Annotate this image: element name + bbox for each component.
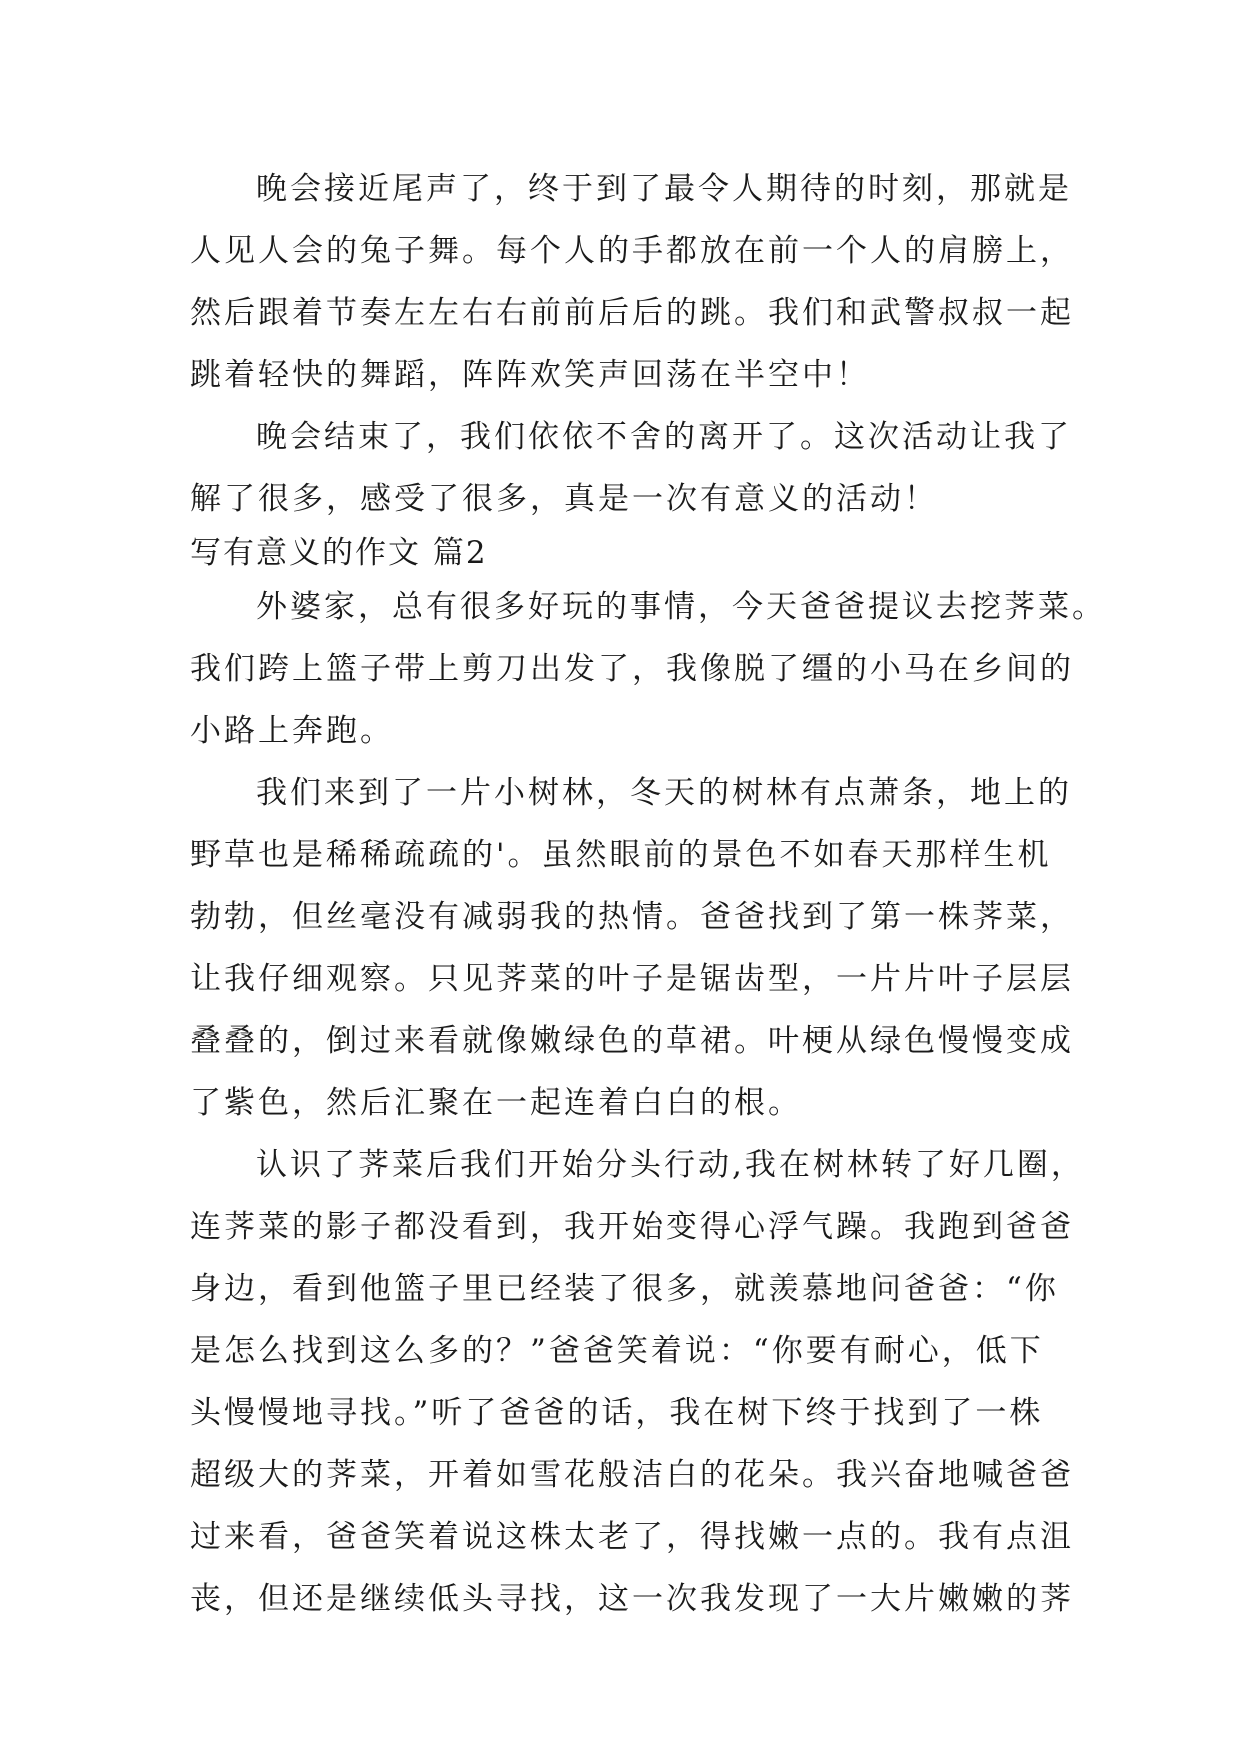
paragraph-line: 过来看，爸爸笑着说这株太老了，得找嫩一点的。我有点沮 [190, 1519, 1074, 1555]
paragraph [190, 406, 1072, 530]
paragraph-line: 外婆家，总有很多好玩的事情，今天爸爸提议去挖荠菜。 [256, 589, 1106, 625]
paragraph-line: 人见人会的兔子舞。每个人的手都放在前一个人的肩膀上， [190, 233, 1074, 269]
document-body [190, 158, 1106, 1630]
paragraph-line: 了紫色，然后汇聚在一起连着白白的根。 [190, 1085, 802, 1121]
paragraph-line: 头慢慢地寻找。”听了爸爸的话，我在树下终于找到了一株 [190, 1395, 1044, 1431]
paragraph-line: 我们来到了一片小树林，冬天的树林有点萧条，地上的 [256, 775, 1072, 811]
paragraph [190, 158, 1074, 406]
paragraph-line: 然后跟着节奏左左右右前前后后的跳。我们和武警叔叔一起 [190, 295, 1074, 331]
paragraph-line: 勃勃，但丝毫没有减弱我的热情。爸爸找到了第一株荠菜， [190, 899, 1074, 935]
paragraph-line: 我们跨上篮子带上剪刀出发了，我像脱了缰的小马在乡间的 [190, 651, 1074, 687]
paragraph [190, 576, 1106, 762]
paragraph-line: 跳着轻快的舞蹈，阵阵欢笑声回荡在半空中！ [190, 357, 870, 393]
paragraph-line: 晚会接近尾声了，终于到了最令人期待的时刻，那就是 [256, 171, 1072, 207]
paragraph-line: 让我仔细观察。只见荠菜的叶子是锯齿型，一片片叶子层层 [190, 961, 1074, 997]
paragraph-line: 连荠菜的影子都没看到，我开始变得心浮气躁。我跑到爸爸 [190, 1209, 1074, 1245]
paragraph [190, 762, 1074, 1134]
paragraph-line: 晚会结束了，我们依依不舍的离开了。这次活动让我了 [256, 419, 1072, 455]
paragraph [190, 1134, 1085, 1630]
section-heading: 写有意义的作文 篇2 [190, 535, 488, 571]
paragraph-line: 解了很多，感受了很多，真是一次有意义的活动！ [190, 481, 938, 517]
paragraph-line: 丧，但还是继续低头寻找，这一次我发现了一大片嫩嫩的荠 [190, 1581, 1074, 1617]
paragraph-line: 叠叠的，倒过来看就像嫩绿色的草裙。叶梗从绿色慢慢变成 [190, 1023, 1074, 1059]
paragraph-line: 超级大的荠菜，开着如雪花般洁白的花朵。我兴奋地喊爸爸 [190, 1457, 1074, 1493]
paragraph-line: 野草也是稀稀疏疏的'。虽然眼前的景色不如春天那样生机 [190, 837, 1052, 873]
paragraph-line: 认识了荠菜后我们开始分头行动,我在树林转了好几圈， [256, 1147, 1085, 1183]
paragraph-line: 身边，看到他篮子里已经装了很多，就羡慕地问爸爸：“你 [190, 1271, 1059, 1307]
paragraph-line: 小路上奔跑。 [190, 713, 394, 749]
paragraph-line: 是怎么找到这么多的？”爸爸笑着说：“你要有耐心，低下 [190, 1333, 1044, 1369]
